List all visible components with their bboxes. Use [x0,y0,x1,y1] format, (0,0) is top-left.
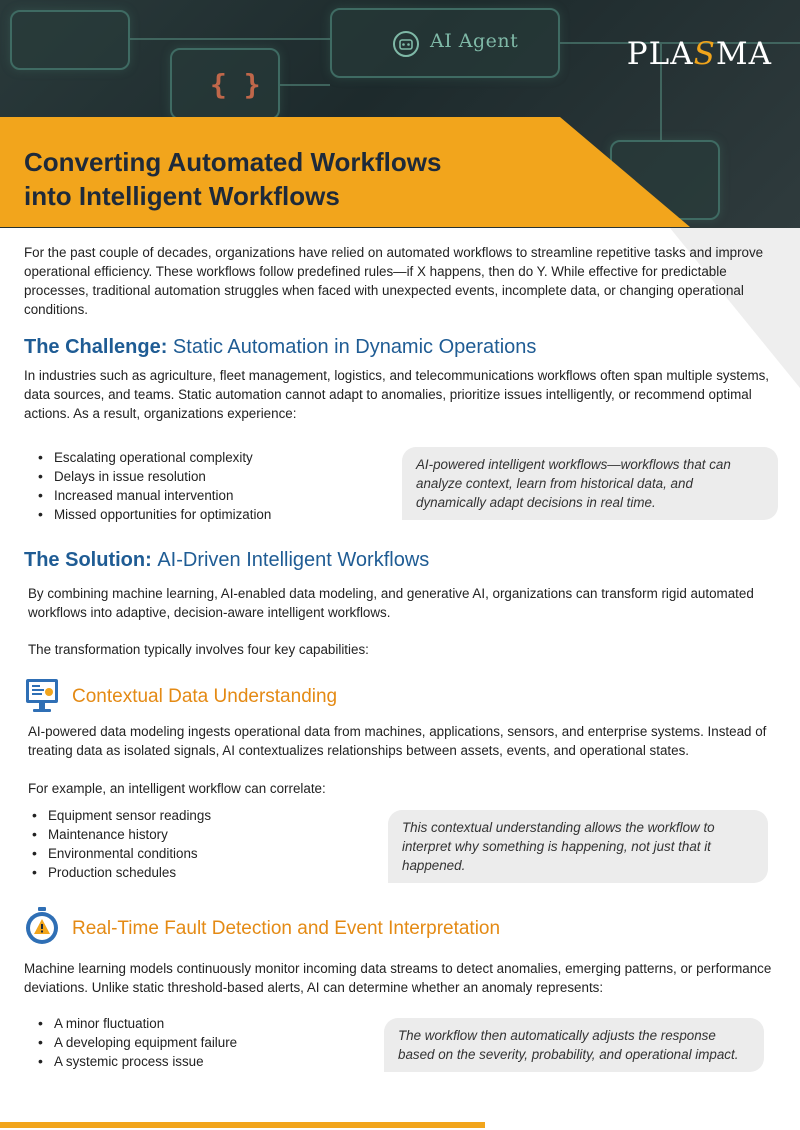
challenge-paragraph: In industries such as agriculture, fleet management, logistics, and telecommunications workflows often span multiple systems, data sources, and teams. Static automation cannot adapt to anomalies, prioritize issues intelligently, or recommend optimal actions. As a result, organizations experience: [24,368,770,421]
list-item: • A minor fluctuation [36,1014,366,1033]
capability1-callout: This contextual understanding allows the workflow to interpret why something is happening, not just that it happened. [388,810,768,883]
page-title: Converting Automated Workflows into Intelligent Workflows [24,147,442,211]
footer-accent-bar [0,1122,485,1128]
data-monitor-icon [24,677,60,715]
plasma-logo: PLASMA [626,36,772,72]
code-braces: { } [210,68,261,101]
ai-agent-label: AI Agent [430,30,519,52]
list-item: • Maintenance history [30,825,370,844]
stopwatch-alert-icon [22,906,62,946]
capability-title-fault-detection: Real-Time Fault Detection and Event Interpretation [72,918,501,939]
list-item: • Increased manual intervention [36,486,376,505]
list-item: • Environmental conditions [30,844,370,863]
capability1-list [30,806,370,882]
list-item: • Equipment sensor readings [30,806,370,825]
list-item: • A developing equipment failure [36,1033,366,1052]
intro-paragraph: For the past couple of decades, organizations have relied on automated workflows to streamline repetitive tasks and improve operational efficiency. These workflows follow predefined rules—if X happens, then do Y. While effective for predictable processes, traditional automation struggles when faced with unexpected events, incomplete data, or changing operational conditions. [24,245,764,317]
connector-line [280,84,330,86]
workflow-node [10,10,130,70]
list-item: • A systemic process issue [36,1052,366,1071]
solution-lead: The transformation typically involves four key capabilities: [28,642,369,657]
capability1-lead: For example, an intelligent workflow can correlate: [28,781,326,796]
capability1-paragraph: AI-powered data modeling ingests operational data from machines, applications, sensors, and enterprise systems. Instead of treating data as isolated signals, AI contextualizes relationships between assets, events, and operational states. [28,724,767,758]
connector-line [130,38,330,40]
challenge-heading: The Challenge: Static Automation in Dynamic Operations [24,336,537,358]
challenge-list [36,448,376,524]
solution-paragraph: By combining machine learning, AI-enabled data modeling, and generative AI, organizations can transform rigid automated workflows into adaptive, decision-aware intelligent workflows. [28,586,754,620]
solution-heading: The Solution: AI-Driven Intelligent Workflows [24,549,430,571]
list-item: • Missed opportunities for optimization [36,505,376,524]
list-item: • Escalating operational complexity [36,448,376,467]
capability-title-contextual: Contextual Data Understanding [72,686,338,707]
capability2-list [36,1014,366,1071]
robot-icon [392,30,420,58]
list-item: • Production schedules [30,863,370,882]
capability2-callout: The workflow then automatically adjusts the response based on the severity, probability, and operational impact. [384,1018,764,1072]
capability2-paragraph: Machine learning models continuously monitor incoming data streams to detect anomalies, emerging patterns, or performance deviations. Unlike static threshold-based alerts, AI can determine whether an anomaly represents: [24,961,772,995]
list-item: • Delays in issue resolution [36,467,376,486]
challenge-callout: AI-powered intelligent workflows—workflows that can analyze context, learn from historical data, and dynamically adapt decisions in real time. [402,447,778,520]
